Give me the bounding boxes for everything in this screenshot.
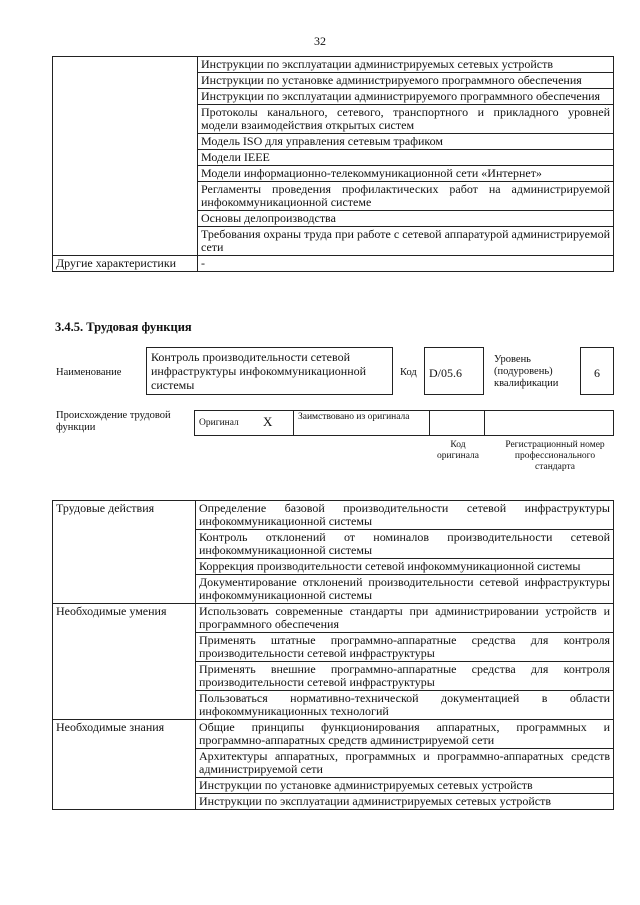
list-item: Применять внешние программно-аппаратные средства для контроля производительности сетевой инфраструктуры (196, 662, 614, 691)
origin-label: Происхождение трудовой функции (56, 410, 171, 433)
list-item: Общие принципы функционирования аппаратных, программных и программно-аппаратных средств администрируемой сети (196, 720, 614, 749)
origin-code-cell (429, 410, 485, 436)
list-item: Основы делопроизводства (198, 211, 614, 227)
borrowed-label: Заимствовано из оригинала (298, 412, 410, 422)
origin-original-cell (194, 410, 294, 436)
table-row (53, 57, 614, 73)
original-mark: X (263, 414, 273, 429)
code-label: Код (400, 367, 417, 378)
labor-function-table (52, 500, 614, 810)
list-item: Определение базовой производительности сетевой инфраструктуры инфокоммуникационной системы (196, 501, 614, 530)
empty-label-cell (53, 57, 198, 256)
list-item: Инструкции по установке администрируемого программного обеспечения (198, 73, 614, 89)
level-label: Уровень (подуровень) квалификации (494, 354, 559, 389)
level-value: 6 (580, 347, 614, 395)
table-row (53, 256, 614, 272)
list-item: Пользоваться нормативно-технической документацией в области инфокоммуникационных технологий (196, 691, 614, 720)
list-item: Инструкции по эксплуатации администрируемых сетевых устройств (198, 57, 614, 73)
table-row (53, 501, 614, 530)
list-item: Инструкции по эксплуатации администрируемого программного обеспечения (198, 89, 614, 105)
list-item: Применять штатные программно-аппаратные средства для контроля производительности сетевой инфраструктуры (196, 633, 614, 662)
list-item: Протоколы канального, сетевого, транспортного и прикладного уровней модели взаимодействия открытых систем (198, 105, 614, 134)
original-label: Оригинал (199, 418, 239, 428)
list-item: Модели IEEE (198, 150, 614, 166)
group-label: Необходимые умения (53, 604, 196, 720)
section-title: 3.4.5. Трудовая функция (55, 320, 192, 334)
table-row (53, 604, 614, 633)
list-item: Архитектуры аппаратных, программных и программно-аппаратных средств администрируемой сети (196, 749, 614, 778)
origin-borrowed-cell (293, 410, 430, 436)
list-item: Инструкции по эксплуатации администрируемых сетевых устройств (196, 794, 614, 810)
list-item: Модель ISO для управления сетевым трафиком (198, 134, 614, 150)
group-label: Необходимые знания (53, 720, 196, 810)
function-code: D/05.6 (424, 347, 484, 395)
origin-reg-cell (484, 410, 614, 436)
name-label: Наименование (56, 367, 122, 378)
page-number: 32 (314, 34, 326, 48)
list-item: Контроль отклонений от номиналов производительности сетевой инфокоммуникационной системы (196, 530, 614, 559)
list-item: Инструкции по установке администрируемых сетевых устройств (196, 778, 614, 794)
list-item: Требования охраны труда при работе с сетевой аппаратурой администрируемой сети (198, 227, 614, 256)
list-item: Использовать современные стандарты при администрировании устройств и программного обеспечения (196, 604, 614, 633)
other-characteristics-label: Другие характеристики (53, 256, 198, 272)
list-item: Документирование отклонений производительности сетевой инфраструктуры инфокоммуникационной системы (196, 575, 614, 604)
other-characteristics-value: - (198, 256, 614, 272)
list-item: Модели информационно-телекоммуникационной сети «Интернет» (198, 166, 614, 182)
list-item: Коррекция производительности сетевой инфокоммуникационной системы (196, 559, 614, 575)
knowledge-table-continued (52, 56, 614, 272)
reg-caption: Регистрационный номер профессионального стандарта (505, 440, 605, 472)
code-caption: Код оригинала (437, 440, 479, 461)
function-name: Контроль производительности сетевой инфраструктуры инфокоммуникационной системы (146, 347, 393, 395)
table-row (53, 720, 614, 749)
group-label: Трудовые действия (53, 501, 196, 604)
list-item: Регламенты проведения профилактических работ на администрируемой инфокоммуникационной системе (198, 182, 614, 211)
